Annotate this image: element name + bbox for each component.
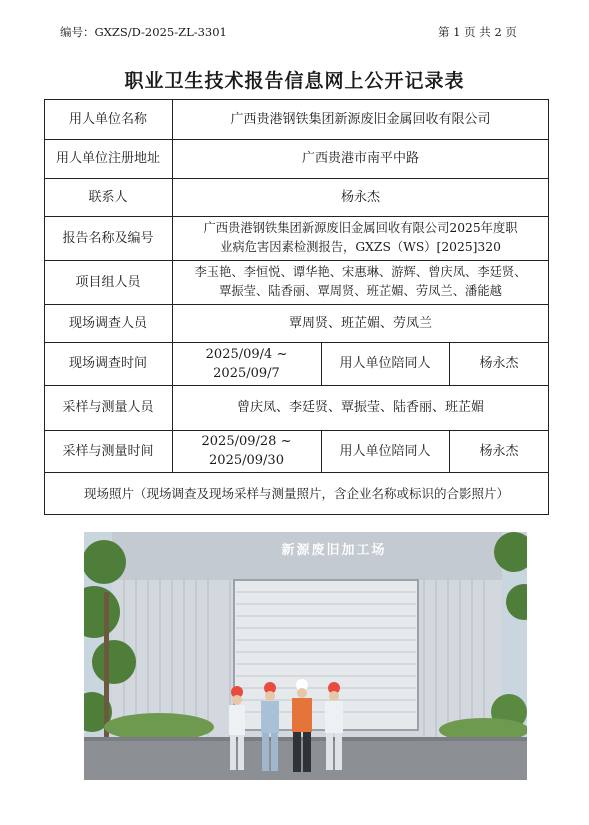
value-sampling-time — [172, 430, 321, 472]
label-sampling-staff: 采样与测量人员 — [62, 400, 154, 415]
label-survey-time: 现场调查时间 — [68, 356, 147, 371]
value-sampling-companion: 杨永杰 — [479, 443, 519, 459]
doc-number: 编号：GXZS/D-2025-ZL-3301 — [60, 25, 227, 39]
label-report: 报告名称及编号 — [62, 230, 154, 246]
label-sampling-companion: 用人单位陪同人 — [339, 443, 431, 459]
team-line-1: 李玉艳、李恒悦、谭华艳、宋惠琳、游辉、曾庆凤、李廷贤、 — [194, 265, 527, 279]
value-employer-address: 广西贵港市南平中路 — [301, 151, 419, 166]
sampling-time-start: 2025/09/28 ~ — [201, 434, 292, 449]
value-sampling-staff: 曾庆凤、李廷贤、覃振莹、陆香丽、班芷媚 — [236, 400, 484, 415]
value-contact: 杨永杰 — [340, 189, 380, 205]
page-info: 第 1 页 共 2 页 — [438, 25, 517, 39]
table-line — [44, 514, 549, 515]
record-table — [44, 99, 549, 515]
value-report — [172, 216, 549, 260]
value-survey-companion: 杨永杰 — [479, 356, 519, 371]
report-line-1: 广西贵港钢铁集团新源废旧金属回收有限公司2025年度职 — [203, 221, 518, 235]
survey-time-start: 2025/09/4 ~ — [205, 346, 288, 362]
page-title: 职业卫生技术报告信息网上公开记录表 — [124, 70, 465, 92]
value-survey-staff: 覃周贤、班芷媚、劳凤兰 — [288, 315, 432, 331]
label-sampling-time: 采样与测量时间 — [62, 443, 154, 459]
label-survey-staff: 现场调查人员 — [68, 315, 147, 331]
label-employer-name: 用人单位名称 — [68, 111, 147, 127]
site-photo — [84, 532, 527, 780]
value-survey-time — [172, 342, 321, 385]
team-line-2: 覃振莹、陆香丽、覃周贤、班芷媚、劳凤兰、潘能越 — [219, 284, 502, 298]
photo-caption: 现场照片（现场调查及现场采样与测量照片，含企业名称或标识的合影照片） — [83, 485, 509, 501]
survey-time-end: 2025/09/7 — [213, 365, 280, 381]
factory-sign: 新源废旧加工场 — [281, 543, 387, 558]
label-contact: 联系人 — [88, 189, 128, 205]
label-survey-companion: 用人单位陪同人 — [339, 356, 431, 371]
label-employer-address: 用人单位注册地址 — [55, 151, 160, 166]
value-employer-name: 广西贵港钢铁集团新源废旧金属回收有限公司 — [230, 111, 491, 127]
value-team — [172, 260, 549, 304]
sampling-time-end: 2025/09/30 — [209, 453, 284, 468]
report-line-2: 业病危害因素检测报告，GXZS（WS）[2025]320 — [220, 240, 501, 254]
label-team: 项目组人员 — [75, 274, 141, 290]
site-photo-drawing — [84, 532, 527, 780]
